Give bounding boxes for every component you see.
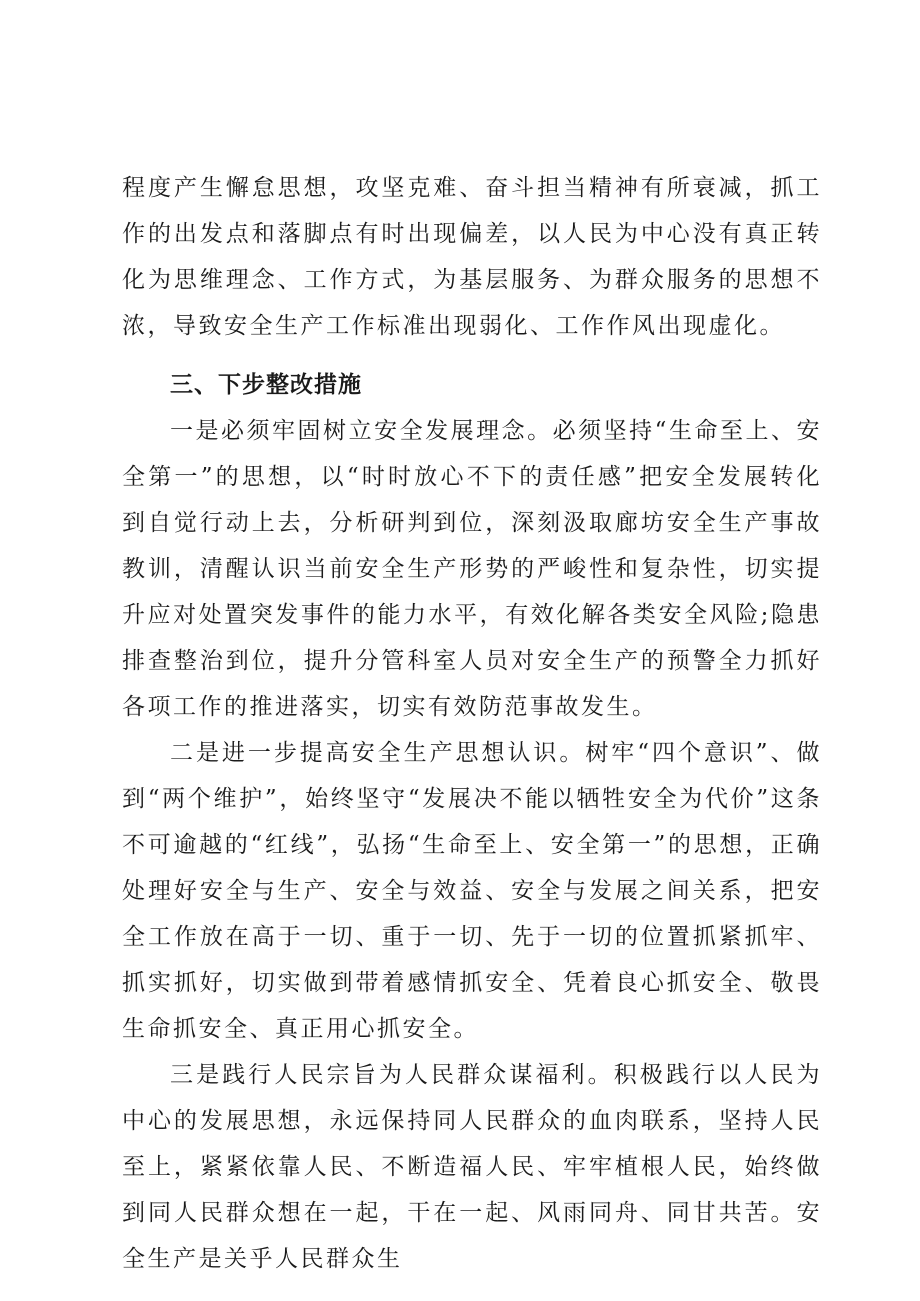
document-body	[122, 165, 822, 1282]
paragraph-measure-2: 二是进一步提高安全生产思想认识。树牢“四个意识”、做到“两个维护”，始终坚守“发展决不能以牺牲安全为代价”这条不可逾越的“红线”，弘扬“生命至上、安全第一”的思想，正确处理好安全与生产、安全与效益、安全与发展之间关系，把安全工作放在高于一切、重于一切、先于一切的位置抓紧抓牢、抓实抓好，切实做到带着感情抓安全、凭着良心抓安全、敬畏生命抓安全、真正用心抓安全。	[122, 740, 822, 1042]
paragraph-measure-3: 三是践行人民宗旨为人民群众谋福利。积极践行以人民为中心的发展思想，永远保持同人民群众的血肉联系，坚持人民至上，紧紧依靠人民、不断造福人民、牢牢植根人民，始终做到同人民群众想在一起，干在一起、风雨同舟、同甘共苦。安全生产是关乎人民群众生	[122, 1062, 822, 1272]
section-heading: 三、下步整改措施	[170, 372, 362, 398]
paragraph-measure-1: 一是必须牢固树立安全发展理念。必须坚持“生命至上、安全第一”的思想，以“时时放心不下的责任感”把安全发展转化到自觉行动上去，分析研判到位，深刻汲取廊坊安全生产事故教训，清醒认识当前安全生产形势的严峻性和复杂性，切实提升应对处置突发事件的能力水平，有效化解各类安全风险;隐患排查整治到位，提升分管科室人员对安全生产的预警全力抓好各项工作的推进落实，切实有效防范事故发生。	[122, 418, 822, 720]
paragraph-continuation: 程度产生懈怠思想，攻坚克难、奋斗担当精神有所衰减，抓工作的出发点和落脚点有时出现偏差，以人民为中心没有真正转化为思维理念、工作方式，为基层服务、为群众服务的思想不浓，导致安全生产工作标准出现弱化、工作作风出现虚化。	[122, 175, 822, 339]
